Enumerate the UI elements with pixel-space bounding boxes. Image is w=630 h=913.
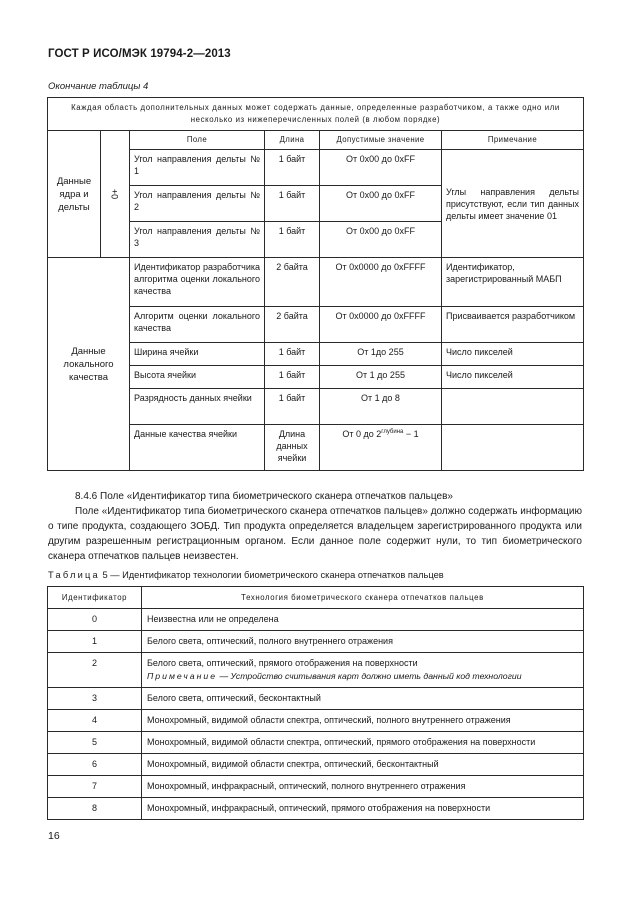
col-header-note: Примечание bbox=[442, 131, 584, 150]
table-cell: От 0x0000 до 0xFFFF bbox=[320, 258, 442, 307]
table-cell: Высота ячейки bbox=[130, 366, 265, 389]
tech-text: Белого света, оптический, прямого отображения на поверхности bbox=[147, 658, 418, 668]
table-cell: Монохромный, видимой области спектра, оптический, прямого отображения на поверхности bbox=[142, 732, 584, 754]
table-cell bbox=[442, 389, 584, 425]
table-cell: От 0x00 до 0xFF bbox=[320, 186, 442, 222]
table-cell: От 1 до 8 bbox=[320, 389, 442, 425]
table-cell: 1 байт bbox=[265, 222, 320, 258]
table-cell: 0 bbox=[48, 609, 142, 631]
section-title: 8.4.6 Поле «Идентификатор типа биометрического сканера отпечатков пальцев» bbox=[75, 491, 453, 502]
table-cell: Ширина ячейки bbox=[130, 343, 265, 366]
table-cell: От 1 до 255 bbox=[320, 366, 442, 389]
table-5 bbox=[47, 586, 584, 820]
table-cell: 1 байт bbox=[265, 343, 320, 366]
table-cell: Угол направления дельты № 2 bbox=[130, 186, 265, 222]
table-cell: 3 bbox=[48, 688, 142, 710]
table-cell: 4 bbox=[48, 710, 142, 732]
table5-note: Примечание — Устройство считывания карт должно иметь данный код технологии bbox=[147, 671, 522, 681]
table-cell: Разрядность данных ячейки bbox=[130, 389, 265, 425]
table-cell: Алгоритм оценки локального качества bbox=[130, 307, 265, 343]
col-header-identifier: Идентификатор bbox=[48, 587, 142, 609]
col-header-length: Длина bbox=[265, 131, 320, 150]
table-cell: Монохромный, инфракрасный, оптический, полного внутреннего отражения bbox=[142, 776, 584, 798]
table-cell: 2 байта bbox=[265, 307, 320, 343]
table-4 bbox=[47, 97, 584, 471]
section-paragraph: Поле «Идентификатор типа биометрического сканера отпечатков пальцев» должно содержать информацию о типе продукта, создающего ЗОБД. Тип продукта определяется владельцем зарегистрированного продукта или другим разрешенным регистрационным органом. Если данное поле содержит нули, то тип биометрического сканера отпечатков пальцев неизвестен. bbox=[48, 506, 582, 562]
table-cell: 1 байт bbox=[265, 366, 320, 389]
delta-angles-note: Углы направления дельты присутствуют, если тип данных дельты имеет значение 01 bbox=[442, 150, 584, 258]
group-core-delta-label: Данные ядра и дельты bbox=[48, 131, 101, 258]
table-cell: 1 байт bbox=[265, 389, 320, 425]
table-cell: От 0x00 до 0xFF bbox=[320, 222, 442, 258]
table-cell: От 1до 255 bbox=[320, 343, 442, 366]
page-number: 16 bbox=[48, 830, 60, 842]
table-cell bbox=[442, 425, 584, 471]
table-cell: Неизвестна или не определена bbox=[142, 609, 584, 631]
table-cell: Угол направления дельты № 1 bbox=[130, 150, 265, 186]
table-cell: 1 байт bbox=[265, 150, 320, 186]
table-cell: Присваивается разработчиком bbox=[442, 307, 584, 343]
table-cell: Идентификатор, зарегистрированный МАБП bbox=[442, 258, 584, 307]
table-cell: Идентификатор разработчика алгоритма оценки локального качества bbox=[130, 258, 265, 307]
table-cell bbox=[142, 653, 584, 688]
table-cell: 6 bbox=[48, 754, 142, 776]
table-cell: Белого света, оптический, полного внутреннего отражения bbox=[142, 631, 584, 653]
table-cell: 1 bbox=[48, 631, 142, 653]
standard-header: ГОСТ Р ИСО/МЭК 19794-2—2013 bbox=[48, 48, 231, 60]
table-cell: 8 bbox=[48, 798, 142, 820]
table-cell: Число пикселей bbox=[442, 343, 584, 366]
table-cell: От 0 до $2^{глубина} - 1$ bbox=[320, 425, 442, 471]
table-cell: 7 bbox=[48, 776, 142, 798]
table-cell: От 0x00 до 0xFF bbox=[320, 150, 442, 186]
table-cell: Угол направления дельты № 3 bbox=[130, 222, 265, 258]
occurrence-marker: 0+ bbox=[101, 131, 130, 258]
col-header-values: Допустимые значение bbox=[320, 131, 442, 150]
table4-continuation-caption: Окончание таблицы 4 bbox=[48, 81, 149, 92]
table-cell: Белого света, оптический, бесконтактный bbox=[142, 688, 584, 710]
table4-span-header: Каждая область дополнительных данных может содержать данные, определенные разработчиком, а также одно или несколько из нижеперечисленных полей (в любом порядке) bbox=[48, 98, 584, 131]
table5-caption: Таблица 5 — Идентификатор технологии биометрического сканера отпечатков пальцев bbox=[48, 570, 444, 580]
table-cell: 5 bbox=[48, 732, 142, 754]
col-header-technology: Технология биометрического сканера отпечатков пальцев bbox=[142, 587, 584, 609]
group-local-quality-label: Данные локального качества bbox=[48, 258, 130, 471]
table-cell: Длина данных ячейки bbox=[265, 425, 320, 471]
table-cell: От 0x0000 до 0xFFFF bbox=[320, 307, 442, 343]
table-cell: 1 байт bbox=[265, 186, 320, 222]
table-cell: 2 байта bbox=[265, 258, 320, 307]
table-cell: 2 bbox=[48, 653, 142, 688]
table-cell: Монохромный, инфракрасный, оптический, прямого отображения на поверхности bbox=[142, 798, 584, 820]
table-cell: Монохромный, видимой области спектра, оптический, полного внутреннего отражения bbox=[142, 710, 584, 732]
col-header-field: Поле bbox=[130, 131, 265, 150]
table-cell: Монохромный, видимой области спектра, оптический, бесконтактный bbox=[142, 754, 584, 776]
table-cell: Число пикселей bbox=[442, 366, 584, 389]
table-cell: Данные качества ячейки bbox=[130, 425, 265, 471]
